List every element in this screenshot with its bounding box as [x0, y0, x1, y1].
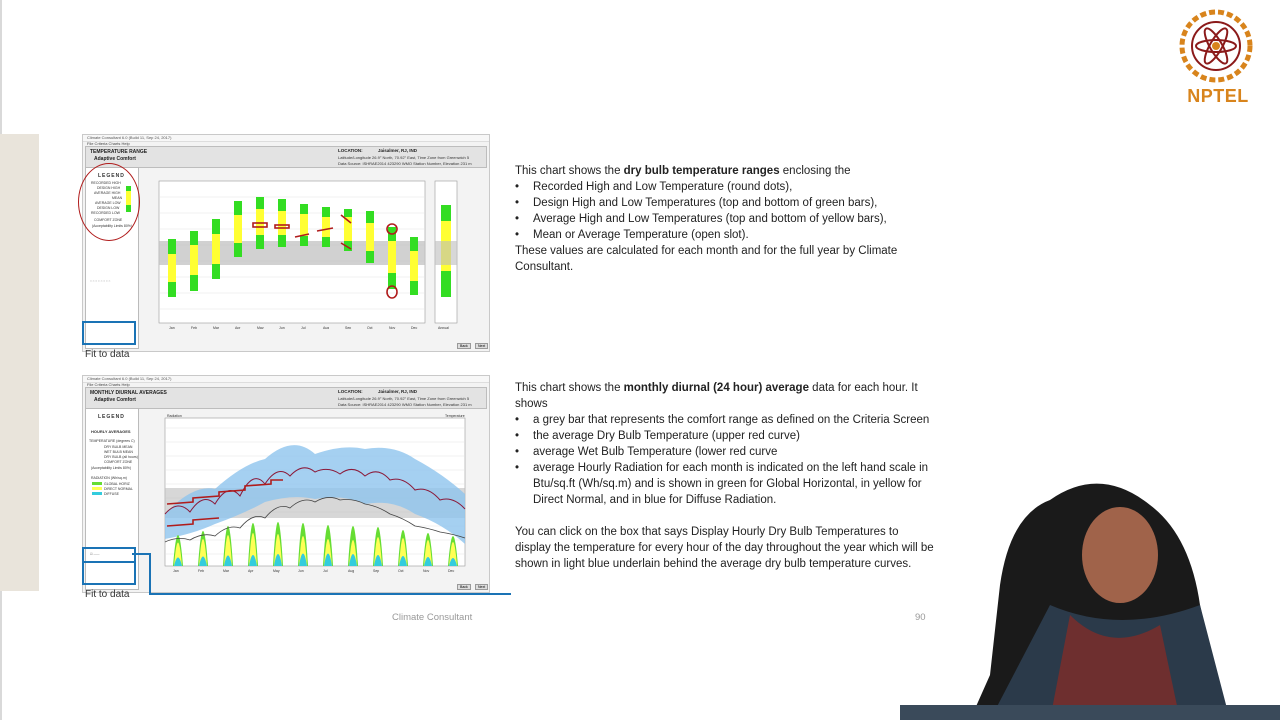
next-button[interactable]: Next	[475, 343, 488, 349]
x-tick: Apr	[248, 569, 254, 573]
intro-line: This chart shows the monthly diurnal (24 hour) average data for each hour. It shows	[515, 382, 918, 410]
presenter-video	[900, 455, 1280, 720]
bullet-item: • average Hourly Radiation for each month is indicated on the left hand scale in Btu/sq.ft (Wh/sq.m) and is shown in green for Global Horizontal, in yellow for Direct Normal, and in blue for Diffuse Radiation.	[515, 460, 935, 508]
monthly-diurnal-screenshot	[82, 375, 490, 593]
chart-header	[85, 387, 487, 409]
bullet-item: • Mean or Average Temperature (open slot).	[515, 227, 935, 243]
legend-item: DRY BULB (all hours)	[104, 455, 138, 459]
chart-title: TEMPERATURE RANGE	[90, 149, 148, 155]
back-button[interactable]: Back	[457, 343, 471, 349]
fit-to-data-highlight	[82, 561, 136, 585]
x-tick: May	[273, 569, 280, 573]
window-title: Climate Consultant 6.0 (Build 11, Sep 24, 2017)	[83, 376, 489, 383]
hourly-averages-title: HOURLY AVERAGES	[91, 429, 131, 434]
x-tick: Mar	[213, 326, 220, 329]
radio-options[interactable]: ○ ○ ○ ○ ○ ○ ○ ○	[90, 279, 111, 283]
display-hourly-checkbox[interactable]: ☑ ——	[90, 552, 100, 556]
x-tick: Aug	[323, 326, 330, 329]
monthly-diurnal-chart	[153, 414, 483, 574]
intro-line: This chart shows the dry bulb temperature ranges enclosing the	[515, 165, 851, 177]
legend-item: COMFORT ZONE	[94, 218, 123, 222]
y-left-label: Radiation	[167, 414, 182, 418]
x-tick: Jan	[169, 326, 175, 329]
legend-item: TEMPERATURE (degrees C)	[89, 439, 135, 443]
bullet-item: • a grey bar that represents the comfort range as defined on the Criteria Screen	[515, 412, 935, 428]
chart-title: MONTHLY DIURNAL AVERAGES	[90, 390, 167, 396]
x-tick: Aug	[348, 569, 355, 573]
explanation-monthly-diurnal	[515, 380, 935, 572]
legend-item: DESIGN HIGH	[97, 186, 121, 190]
outro-line: These values are calculated for each month and for the full year by Climate Consultant.	[515, 245, 898, 273]
slide-footer-title: Climate Consultant	[392, 612, 473, 623]
menu-bar[interactable]: File Criteria Charts Help	[87, 141, 130, 146]
bullet-item: • the average Dry Bulb Temperature (upper red curve)	[515, 428, 935, 444]
explanation-temperature-range	[515, 163, 935, 275]
chart-header	[85, 146, 487, 168]
x-tick: Nov	[423, 569, 430, 573]
x-tick: Feb	[198, 569, 205, 573]
bullet-item: • Design High and Low Temperatures (top and bottom of green bars),	[515, 195, 935, 211]
legend-item: RECORDED HIGH	[91, 181, 121, 185]
menu-bar[interactable]: File Criteria Charts Help	[87, 382, 130, 387]
legend-swatch-green	[92, 482, 102, 485]
bullet-item: • Average High and Low Temperatures (top and bottom of yellow bars),	[515, 211, 935, 227]
location-value: Jaisalmer, RJ, IND	[378, 389, 418, 394]
legend-item: MEAN	[112, 196, 123, 200]
y-right-label: Temperature	[445, 414, 465, 418]
annual-label: Annual	[438, 326, 449, 329]
legend-item: RADIATION (Wh/sq.m)	[91, 476, 127, 480]
x-tick: Jun	[298, 569, 304, 573]
location-label: LOCATION:	[338, 389, 363, 394]
legend-item: (Acceptability Limits 80%)	[91, 466, 132, 470]
slide-side-bar	[0, 134, 39, 591]
x-tick: Sep	[373, 569, 380, 573]
back-button[interactable]: Back	[457, 584, 471, 590]
legend-swatch-cyan	[92, 492, 102, 495]
x-tick: Jul	[301, 326, 306, 329]
x-tick: Jul	[323, 569, 328, 573]
bullet-item: • Recorded High and Low Temperature (round dots),	[515, 179, 935, 195]
legend-swatch-yellow	[92, 487, 102, 490]
fit-to-data-highlight	[82, 321, 136, 345]
x-tick: May	[257, 326, 264, 329]
x-tick: Sep	[345, 326, 352, 329]
data-source: Data Source: ISHRAE2014 423290 WMO Station Number, Elevation 231 m	[338, 161, 472, 166]
lat-long: Latitude/Longitude 26.9° North, 70.92° East, Time Zone from Greenwich 5	[338, 396, 470, 401]
legend-title: LEGEND	[98, 414, 125, 420]
x-tick: Dec	[448, 569, 455, 573]
window-title: Climate Consultant 6.0 (Build 11, Sep 24, 2017)	[83, 135, 489, 142]
legend-item: DESIGN LOW	[97, 206, 120, 210]
nptel-logo-text: NPTEL	[1187, 86, 1249, 106]
legend-item: COMFORT ZONE	[104, 460, 133, 464]
location-label: LOCATION:	[338, 148, 363, 153]
x-tick: Nov	[389, 326, 396, 329]
legend-highlight-ellipse	[78, 163, 140, 241]
chart-subtitle: Adaptive Comfort	[94, 397, 136, 403]
x-tick: Jan	[173, 569, 179, 573]
lat-long: Latitude/Longitude 26.9° North, 70.92° East, Time Zone from Greenwich 5	[338, 155, 470, 160]
location-value: Jaisalmer, RJ, IND	[378, 148, 418, 153]
fit-to-data-caption: Fit to data	[85, 349, 130, 360]
legend-item: WET BULB MEAN	[104, 450, 133, 454]
outro-line: You can click on the box that says Display Hourly Dry Bulb Temperatures to display the temperature for every hour of the day throughout the year which will be shown in light blue underlain behind the average dry bulb temperature curves.	[515, 526, 934, 570]
legend-item: (Acceptability Limits 80%)	[92, 224, 133, 228]
temperature-range-chart	[153, 179, 483, 329]
next-button[interactable]: Next	[475, 584, 488, 590]
legend-item: GLOBAL HORIZ	[104, 482, 130, 486]
legend-item: RECORDED LOW	[91, 211, 120, 215]
x-tick: Apr	[235, 326, 241, 329]
x-tick: Mar	[223, 569, 230, 573]
x-tick: Jun	[279, 326, 285, 329]
legend-item: DIRECT NORMAL	[104, 487, 133, 491]
fit-to-data-caption: Fit to data	[85, 589, 130, 600]
x-tick: Oct	[367, 326, 373, 329]
x-tick: Oct	[398, 569, 404, 573]
legend-item: DRY BULB MEAN	[104, 445, 133, 449]
legend-title: LEGEND	[98, 173, 125, 179]
connector-line-bottom	[149, 593, 511, 595]
chart-subtitle: Adaptive Comfort	[94, 156, 136, 162]
data-source: Data Source: ISHRAE2014 423290 WMO Station Number, Elevation 231 m	[338, 402, 472, 407]
bullet-item: • average Wet Bulb Temperature (lower red curve	[515, 444, 935, 460]
legend-item: DIFFUSE	[104, 492, 119, 496]
legend-item: AVERAGE HIGH	[94, 191, 121, 195]
slide-page-number: 90	[915, 612, 926, 623]
temperature-range-screenshot	[82, 134, 490, 352]
connector-line-vertical	[149, 553, 151, 594]
legend-item: AVERAGE LOW	[95, 201, 121, 205]
connector-line-horizontal	[132, 553, 150, 555]
x-tick: Feb	[191, 326, 198, 329]
x-tick: Dec	[411, 326, 418, 329]
